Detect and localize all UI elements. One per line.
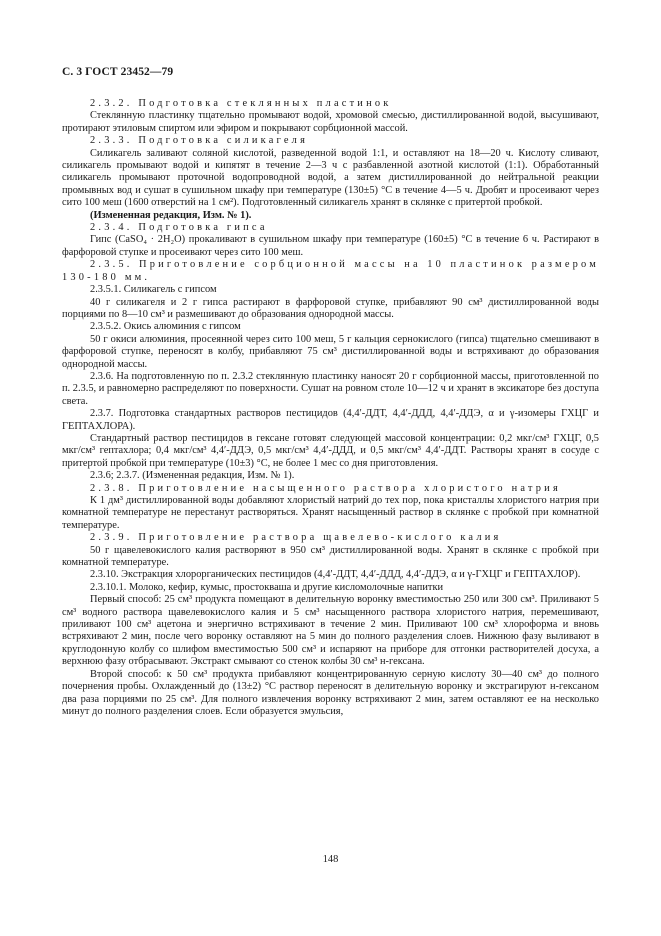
- paragraph: Первый способ: 25 см³ продукта помещают в делительную воронку вместимостью 250 или 300 см³. Приливают 5 см³ водного раствора щавелевокислого калия и 5 см³ насыщенного раствора хлористого натрия, перемешивают, приливают 100 см³ ацетона и энергично встряхивают в течение 2 мин. Приливают 100 см³ хлороформа и вновь встряхивают 2 мин, после чего воронку оставляют на 5 мин до полного разделения слоев. Нижнюю фазу выливают в круглодонную колбу со шлифом вместимостью 500 см³ и испаряют на приборе для отгонки растворителей досуха, а верхнюю фазу отбрасывают. Экстракт смывают со стенок колбы 30 см³ н-гексана.: [62, 594, 599, 668]
- section-heading: 2.3.4. Подготовка гипса: [90, 222, 268, 234]
- paragraph: 50 г щавелевокислого калия растворяют в 950 см³ дистиллированной воды. Хранят в склянке с пробкой при комнатной температуре.: [62, 544, 599, 569]
- paragraph: 2.3.7. Подготовка стандартных растворов пестицидов (4,4′-ДДТ, 4,4′-ДДД, 4,4′-ДДЭ, α и γ-изомеры ГХЦГ и ГЕПТАХЛОРА).: [62, 408, 599, 432]
- page-header: С. 3 ГОСТ 23452—79: [62, 66, 174, 78]
- paragraph: 2.3.5.1. Силикагель с гипсом: [90, 284, 217, 296]
- paragraph: 2.3.5.2. Окись алюминия с гипсом: [90, 321, 241, 333]
- paragraph: 50 г окиси алюминия, просеянной через сито 100 меш, 5 г кальция сернокислого (гипса) тщательно смешивают в фарфоровой ступке, переносят в колбу, прибавляют 75 см³ дистиллированной воды и встряхивают до образования однородной массы.: [62, 333, 599, 370]
- section-heading: 2.3.8. Приготовление насыщенного раствора хлористого натрия: [90, 482, 561, 494]
- paragraph: Силикагель заливают соляной кислотой, разведенной водой 1:1, и оставляют на 18—20 ч. Кислоту сливают, силикагель промывают водой и кипятят в течение 2—3 ч с разбавленной азотной кислотой (1:1). Обработанный силикагель промывают проточной водопроводной водой, а затем дистиллированной до нейтральной реакции промывных вод и сушат в сушильном шкафу при температуре (130±5) °С в течение 4—5 ч. Дробят и просеивают через сито 100 меш (1600 отверстий на 1 см²). Подготовленный силикагель хранят в склянке с притертой пробкой.: [62, 147, 599, 209]
- paragraph: 2.3.10.1. Молоко, кефир, кумыс, простокваша и другие кисломолочные напитки: [90, 581, 444, 593]
- paragraph: Стеклянную пластинку тщательно промывают водой, хромовой смесью, дистиллированной водой, высушивают, протирают этиловым спиртом или эфиром и покрывают сорбционной массой.: [62, 110, 599, 134]
- paragraph: 2.3.10. Экстракция хлорорганических пестицидов (4,4′-ДДТ, 4,4′-ДДД, 4,4′-ДДЭ, α и γ-ГХЦГ и ГЕПТАХЛОР).: [90, 569, 581, 581]
- document-body: [62, 98, 599, 718]
- paragraph: 2.3.6; 2.3.7. (Измененная редакция, Изм. № 1).: [90, 470, 295, 482]
- paragraph: Второй способ: к 50 см³ продукта прибавляют концентрированную серную кислоту 30—40 см³ до полного почернения пробы. Охлажденный до (13±2) °С раствор переносят в делительную воронку и экстрагируют н-гексаном два раза порциями по 25 см³. Для полного извлечения воронку встряхивают 2 мин, затем оставляют ее на несколько минут до полного разделения слоев. Если образуется эмульсия,: [62, 668, 599, 717]
- page-number: 148: [322, 854, 339, 865]
- paragraph: К 1 дм³ дистиллированной воды добавляют хлористый натрий до тех пор, пока кристаллы хлористого натрия при комнатной температуре не перестанут растворяться. Хранят насыщенный раствор в склянке с пробкой при комнатной температуре.: [62, 495, 599, 531]
- paragraph: Гипс (CaSO₄ · 2H₂O) прокаливают в сушильном шкафу при температуре (160±5) °С в течение 6 ч. Растирают в фарфоровой ступке и просеивают через сито 100 меш.: [62, 234, 599, 258]
- amendment-note: (Измененная редакция, Изм. № 1).: [90, 209, 252, 221]
- section-heading: 2.3.5. Приготовление сорбционной массы на 10 пластинок размером 130-180 мм.: [62, 259, 599, 283]
- paragraph: 40 г силикагеля и 2 г гипса растирают в фарфоровой ступке, прибавляют 90 см³ дистиллированной воды порциями по 8—10 см³ и размешивают до образования однородной массы.: [62, 296, 599, 320]
- section-heading: 2.3.2. Подготовка стеклянных пластинок: [90, 98, 392, 109]
- paragraph: Стандартный раствор пестицидов в гексане готовят следующей массовой концентрации: 0,2 мкг/см³ ГХЦГ, 0,5 мкг/см³ гептахлора; 0,4 мкг/см³ 4,4′-ДДЭ, 0,5 мкг/см³ 4,4′-ДДД, и 0,5 мкг/см³ 4,4′-ДДТ. Растворы хранят в сосуде с притертой пробкой при температуре (10±3) °С, не более 1 мес со дня приготовления.: [62, 432, 599, 469]
- paragraph: 2.3.6. На подготовленную по п. 2.3.2 стеклянную пластинку наносят 20 г сорбционной массы, приготовленной по п. 2.3.5, и равномерно распределяют по поверхности. Сушат на ровном столе 10—12 ч и хранят в эксикаторе без доступа света.: [62, 370, 599, 407]
- section-heading: 2.3.9. Приготовление раствора щавелево-кислого калия: [90, 532, 502, 544]
- section-heading: 2.3.3. Подготовка силикагеля: [90, 135, 309, 147]
